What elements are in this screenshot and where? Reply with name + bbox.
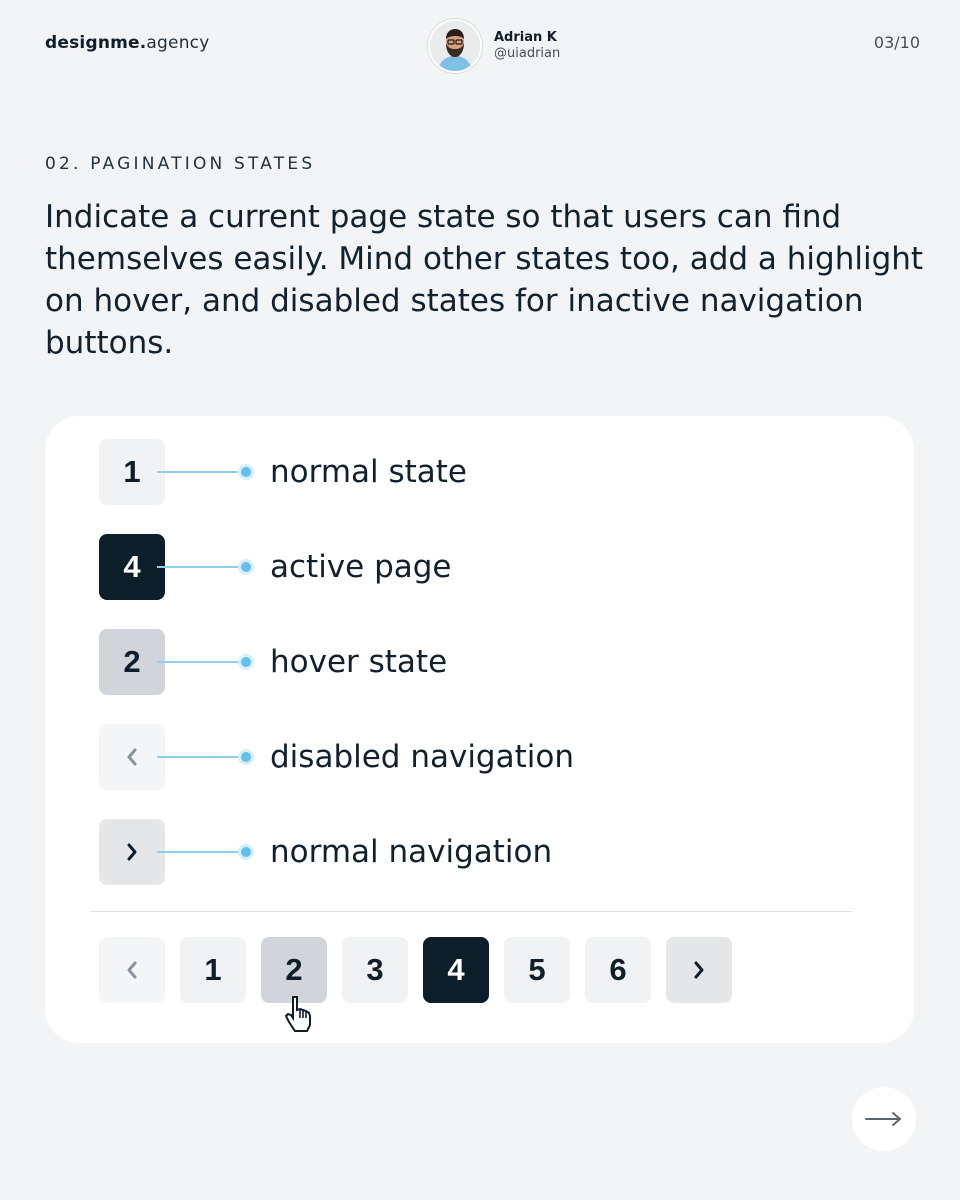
chevron-left-icon: [123, 745, 141, 769]
page-button-4[interactable]: 4: [423, 937, 489, 1003]
page-button-2[interactable]: 2: [261, 937, 327, 1003]
arrow-right-icon: [864, 1111, 904, 1127]
author-badge[interactable]: [428, 20, 560, 72]
connector-dot: [238, 844, 254, 860]
legend-normal-box: 1: [99, 439, 165, 505]
brand-light: agency: [146, 33, 210, 53]
legend-row-normal: [99, 439, 699, 505]
legend-active-box: 4: [99, 534, 165, 600]
connector-line: [157, 471, 245, 473]
avatar: [428, 19, 482, 73]
page-button-1[interactable]: 1: [180, 937, 246, 1003]
connector-line: [157, 756, 245, 758]
hand-cursor-icon: [283, 994, 317, 1034]
chevron-right-icon: [690, 958, 708, 982]
connector-dot: [238, 654, 254, 670]
pagination-card: [45, 416, 914, 1043]
legend-row-active: [99, 534, 699, 600]
connector-dot: [238, 559, 254, 575]
author-name: Adrian K: [494, 30, 557, 45]
pager-prev-button[interactable]: [99, 937, 165, 1003]
brand-bold: designme.: [45, 33, 147, 53]
connector-line: [157, 851, 245, 853]
divider: [90, 911, 852, 912]
page-button-3[interactable]: 3: [342, 937, 408, 1003]
legend-row-normal-nav: [99, 819, 699, 885]
avatar-illustration: [430, 21, 480, 71]
connector-dot: [238, 464, 254, 480]
connector-line: [157, 661, 245, 663]
legend-label-normal: normal state: [270, 454, 468, 490]
legend-normal-nav-box: [99, 819, 165, 885]
legend-disabled-nav-box: [99, 724, 165, 790]
legend-label-hover: hover state: [270, 644, 448, 680]
chevron-left-icon: [123, 958, 141, 982]
connector-line: [157, 566, 245, 568]
legend-row-hover: [99, 629, 699, 695]
legend-label-disabled-nav: disabled navigation: [270, 739, 574, 775]
legend-row-disabled-nav: [99, 724, 699, 790]
pager-next-button[interactable]: [666, 937, 732, 1003]
connector-dot: [238, 749, 254, 765]
legend-label-active: active page: [270, 549, 452, 585]
section-intro: Indicate a current page state so that users can find themselves easily. Mind other states too, add a highlight on hover, and disabled states for inactive navigation buttons.: [45, 199, 924, 361]
author-handle[interactable]: @uiadrian: [494, 46, 561, 61]
next-slide-button[interactable]: [852, 1087, 916, 1151]
page-button-5[interactable]: 5: [504, 937, 570, 1003]
page-counter: 03/10: [873, 33, 920, 52]
legend-hover-box: 2: [99, 629, 165, 695]
header: [0, 0, 960, 100]
page-button-6[interactable]: 6: [585, 937, 651, 1003]
legend-label-normal-nav: normal navigation: [270, 834, 553, 870]
section-eyebrow: 02. PAGINATION STATES: [45, 154, 316, 174]
brand-logo[interactable]: [45, 33, 209, 53]
chevron-right-icon: [123, 840, 141, 864]
